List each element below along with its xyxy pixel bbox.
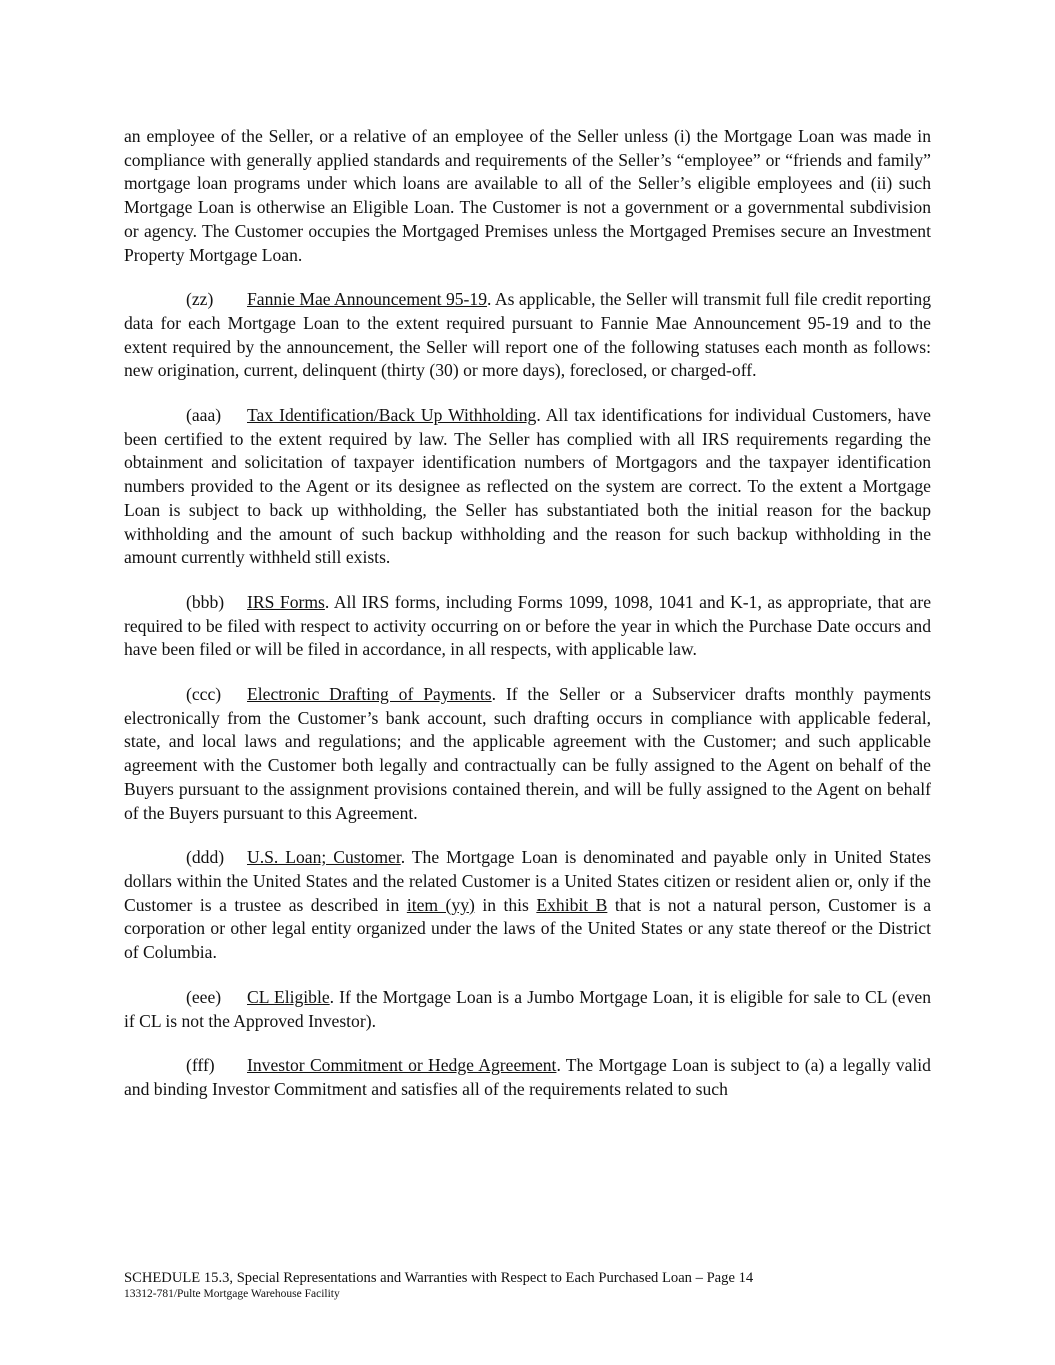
section-title: Investor Commitment or Hedge Agreement	[247, 1055, 557, 1076]
section-body: that is not a natural person, Customer is a corporation or other legal entity organized under the laws of the United States or any state thereof or the District of Columbia.	[124, 894, 931, 963]
section-number: (eee)	[186, 986, 222, 1007]
section-title: Tax Identification/Back Up Withholding	[247, 405, 537, 426]
section-body: . The Mortgage Loan is denominated and payable only in United States dollars within the United States and the related Customer is a United States citizen or resident alien or, only if the Customer is a trustee as described in	[124, 847, 931, 915]
section-number: (fff)	[186, 1055, 215, 1076]
section-title: CL Eligible	[247, 986, 330, 1007]
section-title: Electronic Drafting of Payments	[247, 684, 492, 705]
section-body: . As applicable, the Seller will transmit full file credit reporting data for each Mortgage Loan to the extent required pursuant to Fannie Mae Announcement 95-19 and to the extent required by the announcement, the Seller will report one of the following statuses each month as follows: new origination, current, delinquent (thirty (30) or more days), foreclosed, or charged-off.	[124, 289, 931, 381]
section-body: . The Mortgage Loan is subject to (a) a legally valid and binding Investor Commitment and satisfies all of the requirements related to such	[124, 1055, 931, 1099]
section-aaa	[124, 404, 931, 570]
document-body	[124, 125, 931, 1123]
footer-schedule-line: SCHEDULE 15.3, Special Representations and Warranties with Respect to Each Purchased Loan – Page 14	[124, 1270, 754, 1286]
section-fff	[124, 1054, 931, 1101]
item-yy-reference: item (yy)	[406, 894, 475, 915]
section-number: (zz)	[186, 289, 214, 310]
section-title: IRS Forms	[247, 591, 325, 612]
section-eee	[124, 986, 931, 1033]
intro-paragraph: an employee of the Seller, or a relative of an employee of the Seller unless (i) the Mortgage Loan was made in compliance with generally applied standards and requirements of the Seller’s “employee” or “friends and family” mortgage loan programs under which loans are available to all of the Seller’s eligible employees and (ii) such Mortgage Loan is otherwise an Eligible Loan. The Customer is not a government or a governmental subdivision or agency. The Customer occupies the Mortgaged Premises unless the Mortgaged Premises secure an Investment Property Mortgage Loan.	[124, 126, 931, 265]
section-title: U.S. Loan; Customer	[247, 847, 401, 868]
section-zz	[124, 288, 931, 383]
section-body: . If the Mortgage Loan is a Jumbo Mortgage Loan, it is eligible for sale to CL (even if CL is not the Approved Investor).	[124, 986, 931, 1031]
section-title: Fannie Mae Announcement 95-19	[247, 289, 488, 310]
section-bbb	[124, 591, 931, 662]
section-number: (ccc)	[186, 684, 222, 705]
section-body: . If the Seller or a Subservicer drafts monthly payments electronically from the Customer’s bank account, such drafting occurs in compliance with applicable federal, state, and local laws and regulations; and the applicable agreement with the Customer; and such applicable agreement with the Customer both legally and contractually can be fully assigned to the Agent on behalf of the Buyers pursuant to the assignment provisions contained therein, and will be fully assigned to the Agent on behalf of the Buyers pursuant to this Agreement.	[124, 684, 931, 823]
page-footer	[124, 1269, 931, 1301]
section-ccc	[124, 683, 931, 825]
section-body: in this	[474, 894, 537, 915]
section-ddd	[124, 846, 931, 965]
section-number: (bbb)	[186, 591, 225, 612]
section-number: (aaa)	[186, 405, 222, 426]
exhibit-b-reference: Exhibit B	[536, 894, 608, 915]
section-number: (ddd)	[186, 847, 225, 868]
footer-file-reference: 13312-781/Pulte Mortgage Warehouse Facility	[124, 1288, 340, 1300]
section-body: . All tax identifications for individual Customers, have been certified to the extent required by law. The Seller has complied with all IRS requirements regarding the obtainment and solicitation of taxpayer identification numbers of Mortgagors and the taxpayer identification numbers provided to the Agent or its designee as reflected on the system are correct. To the extent a Mortgage Loan is subject to back up withholding, the Seller has substantiated both the initial reason for the backup withholding and the amount of such backup withholding and the reason for such backup withholding in the amount currently withheld still exists.	[124, 405, 931, 568]
section-body: . All IRS forms, including Forms 1099, 1098, 1041 and K-1, as appropriate, that are required to be filed with respect to activity occurring on or before the year in which the Purchase Date occurs and have been filed or will be filed in accordance, in all respects, with applicable law.	[124, 591, 931, 660]
